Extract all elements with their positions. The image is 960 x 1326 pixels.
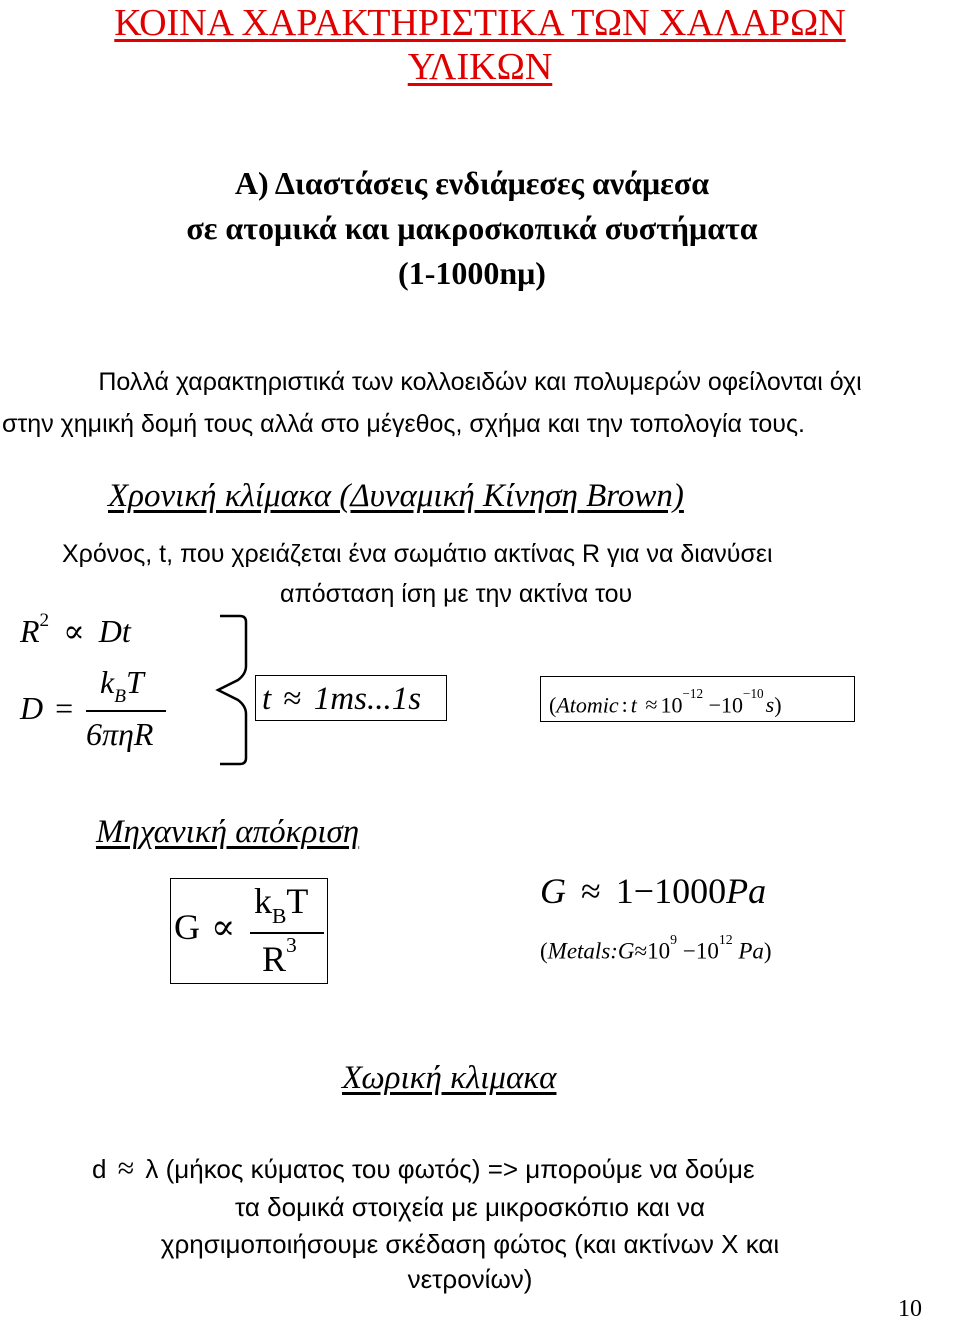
- atomic-time-box: [540, 676, 855, 722]
- metals-dash: −: [682, 938, 696, 964]
- eq2-num-t: T: [125, 664, 144, 700]
- metals-open: (: [540, 938, 548, 964]
- spatial-approx: ≈: [117, 1152, 135, 1185]
- atomic-var: t: [630, 692, 637, 718]
- curly-brace-icon: [190, 612, 260, 768]
- eq2-fraction-bar: [86, 710, 166, 712]
- atomic-label: Atomic: [556, 692, 619, 718]
- title-line-1: ΚΟΙΝΑ ΧΑΡΑΚΤΗΡΙΣΤΙΚΑ ΤΩΝ ΧΑΛΑΡΩΝ: [114, 2, 846, 44]
- atomic-a-exp: −12: [682, 686, 704, 701]
- atomic-b: 10: [721, 692, 744, 718]
- metals-label: Metals:G: [547, 938, 635, 964]
- range-value: 1−1000: [615, 871, 727, 911]
- mech-num-k: k: [254, 881, 272, 921]
- intro-line-1: Πολλά χαρακτηριστικά των κολλοειδών και πολυμερών οφείλονται όχι: [98, 368, 862, 396]
- spatial-line-1-rest: λ (μήκος κύματος του φωτός) => μπορούμε να δούμε: [145, 1154, 755, 1184]
- atomic-close: ): [774, 692, 782, 718]
- time-scale-line-2: απόσταση ίση με την ακτίνα του: [280, 580, 633, 608]
- equation-r-squared: [20, 612, 131, 650]
- eq1-rhs: Dt: [98, 613, 131, 649]
- range-var: G: [540, 871, 566, 911]
- eq2-num-k: k: [100, 664, 115, 700]
- title-line-2: ΥΛΙΚΩΝ: [407, 46, 553, 88]
- mechanical-heading: Μηχανική απόκριση: [96, 814, 360, 850]
- metals-modulus: [540, 932, 772, 965]
- metals-close: ): [763, 938, 772, 964]
- metals-b-exp: 12: [718, 932, 733, 947]
- mech-den-exp: 3: [286, 933, 297, 957]
- mech-lhs: G: [174, 907, 200, 947]
- mech-denominator: [262, 933, 297, 980]
- spatial-heading: Χωρική κλιμακα: [342, 1060, 557, 1096]
- mech-num-sub: B: [272, 904, 287, 929]
- mech-num-t: T: [286, 881, 309, 921]
- section-a-line-3: (1-1000nμ): [398, 255, 546, 291]
- mech-numerator: [254, 880, 308, 927]
- range-unit: Pa: [726, 871, 767, 911]
- section-a-line-1: Α) Διαστάσεις ενδιάμεσες ανάμεσα: [234, 165, 710, 201]
- metals-unit: Pa: [738, 938, 764, 964]
- metals-approx: ≈: [634, 938, 648, 964]
- section-a-line-2: σε ατομικά και μακροσκοπικά συστήματα: [186, 210, 758, 246]
- metals-a-exp: 9: [670, 932, 678, 947]
- eq2-equals: =: [55, 690, 74, 726]
- atomic-unit: s: [765, 692, 775, 718]
- metals-b: 10: [695, 938, 719, 964]
- eq2-num-sub: B: [114, 686, 126, 708]
- eq1-lhs: R: [20, 613, 40, 649]
- spatial-line-3: χρησιμοποιήσουμε σκέδαση φώτος (και ακτίνων Χ και: [160, 1229, 780, 1259]
- intro-line-2: στην χημική δομή τους αλλά στο μέγεθος, σχήμα και την τοπολογία τους.: [2, 410, 805, 438]
- spatial-line-1: [92, 1152, 755, 1186]
- result-var: t: [262, 681, 272, 717]
- page-number: 10: [898, 1296, 922, 1322]
- spatial-line-2: τα δομικά στοιχεία με μικροσκόπιο και να: [234, 1192, 705, 1222]
- time-result-box: [255, 675, 447, 721]
- eq2-lhs: D: [20, 690, 44, 726]
- eq1-exponent: 2: [39, 610, 50, 632]
- atomic-colon: :: [621, 692, 628, 718]
- atomic-approx: ≈: [645, 692, 658, 718]
- atomic-a: 10: [660, 692, 683, 718]
- metals-a: 10: [647, 938, 671, 964]
- eq2-numerator: [100, 664, 144, 706]
- equation-diffusion-lhs: [20, 690, 73, 727]
- range-approx: ≈: [581, 871, 601, 911]
- approx-symbol: ≈: [283, 681, 302, 717]
- result-value: 1ms...1s: [313, 681, 422, 717]
- mech-lhs-group: [174, 906, 235, 948]
- modulus-range: [540, 870, 766, 912]
- atomic-open: (: [549, 692, 557, 718]
- mech-proportional: ∝: [211, 907, 236, 947]
- proportional-symbol: ∝: [63, 613, 85, 649]
- mech-den: R: [262, 939, 287, 979]
- spatial-d: d: [92, 1154, 107, 1184]
- atomic-b-exp: −10: [743, 686, 764, 701]
- eq2-denominator: 6πηR: [86, 716, 154, 752]
- time-scale-heading: Χρονική κλίμακα (Δυναμική Κίνηση Brown): [108, 478, 684, 514]
- atomic-dash: −: [708, 692, 722, 718]
- time-scale-line-1: Χρόνος, t, που χρειάζεται ένα σωμάτιο ακτίνας R για να διανύσει: [62, 540, 773, 568]
- spatial-line-4: νετρονίων): [407, 1264, 533, 1294]
